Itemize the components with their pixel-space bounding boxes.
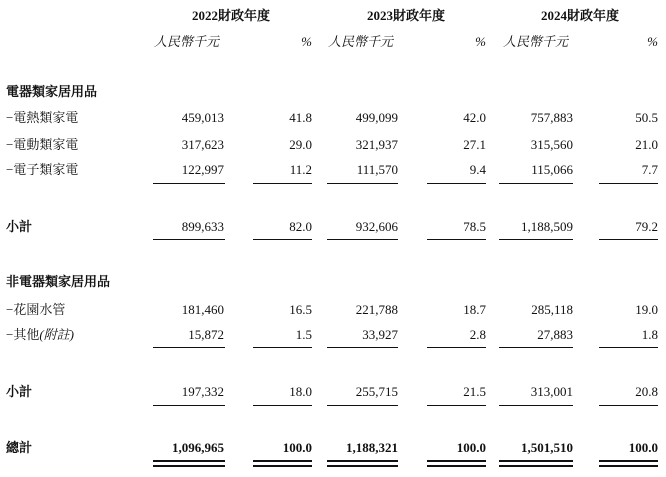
subtotal-value: 313,001 (530, 384, 573, 399)
value-cell: 27,883 (537, 327, 573, 342)
value-cell: 499,099 (355, 110, 398, 125)
rule (427, 239, 486, 240)
rule (427, 183, 486, 184)
subtotal-label-non-electrical: 小計 (6, 384, 33, 399)
total-value: 1,501,510 (521, 440, 573, 455)
rule (327, 183, 398, 184)
total-value: 1,188,321 (346, 440, 398, 455)
percent-label-2022: % (301, 34, 312, 49)
row-label-garden-hose: −花園水管 (6, 302, 66, 317)
double-rule (253, 460, 312, 467)
row-label-heating: −電熱類家電 (6, 110, 79, 125)
rule (499, 239, 573, 240)
subtotal-percent: 78.5 (463, 219, 486, 234)
rule (499, 183, 573, 184)
rule (253, 183, 312, 184)
subtotal-percent: 20.8 (635, 384, 658, 399)
percent-cell: 18.7 (463, 302, 486, 317)
percent-cell: 1.5 (295, 327, 312, 342)
rule (427, 405, 486, 406)
value-cell: 285,118 (531, 302, 573, 317)
currency-label-2024: 人民幣千元 (503, 34, 569, 49)
rule (327, 347, 398, 348)
total-value: 1,096,965 (172, 440, 224, 455)
percent-cell: 41.8 (289, 110, 312, 125)
rule (599, 183, 658, 184)
value-cell: 321,937 (355, 137, 398, 152)
double-rule (499, 460, 573, 467)
double-rule (427, 460, 486, 467)
percent-cell: 7.7 (641, 162, 658, 177)
rule (599, 239, 658, 240)
value-cell: 15,872 (188, 327, 224, 342)
value-cell: 115,066 (531, 162, 573, 177)
double-rule (327, 460, 398, 467)
row-label-others-note: (附註) (39, 327, 75, 342)
percent-label-2024: % (647, 34, 658, 49)
rule (327, 405, 398, 406)
subtotal-label-electrical: 小計 (6, 219, 33, 234)
row-label-motor: −電動類家電 (6, 137, 79, 152)
percent-cell: 11.2 (289, 162, 312, 177)
rule (327, 239, 398, 240)
value-cell: 757,883 (530, 110, 573, 125)
subtotal-percent: 21.5 (463, 384, 486, 399)
double-rule (599, 460, 658, 467)
year-header-2022: 2022財政年度 (191, 8, 270, 23)
row-label-electronic: −電子類家電 (6, 162, 79, 177)
row-label-others (6, 327, 74, 343)
percent-cell: 50.5 (635, 110, 658, 125)
rule (499, 405, 573, 406)
subtotal-value: 197,332 (181, 384, 224, 399)
row-label-others-main: −其他 (6, 327, 40, 342)
total-percent: 100.0 (456, 440, 486, 455)
subtotal-value: 255,715 (355, 384, 398, 399)
year-header-2024: 2024財政年度 (540, 8, 619, 23)
percent-cell: 16.5 (289, 302, 312, 317)
section-title-non-electrical: 非電器類家居用品 (6, 274, 111, 289)
rule (599, 347, 658, 348)
value-cell: 111,570 (356, 162, 398, 177)
percent-label-2023: % (475, 34, 486, 49)
percent-cell: 21.0 (635, 137, 658, 152)
total-percent: 100.0 (628, 440, 658, 455)
double-rule (153, 460, 225, 467)
percent-cell: 1.8 (641, 327, 658, 342)
subtotal-value: 1,188,509 (521, 219, 573, 234)
rule (153, 239, 225, 240)
total-label: 總計 (6, 440, 33, 455)
section-title-electrical: 電器類家居用品 (6, 84, 98, 99)
percent-cell: 19.0 (635, 302, 658, 317)
percent-cell: 42.0 (463, 110, 486, 125)
subtotal-value: 932,606 (355, 219, 398, 234)
subtotal-percent: 18.0 (289, 384, 312, 399)
percent-cell: 29.0 (289, 137, 312, 152)
percent-cell: 9.4 (469, 162, 486, 177)
rule (253, 347, 312, 348)
year-header-2023: 2023財政年度 (366, 8, 445, 23)
rule (499, 347, 573, 348)
subtotal-percent: 79.2 (635, 219, 658, 234)
value-cell: 181,460 (181, 302, 224, 317)
percent-cell: 2.8 (469, 327, 486, 342)
currency-label-2023: 人民幣千元 (328, 34, 394, 49)
value-cell: 221,788 (355, 302, 398, 317)
rule (253, 239, 312, 240)
value-cell: 33,927 (362, 327, 398, 342)
rule (153, 347, 225, 348)
value-cell: 122,997 (181, 162, 224, 177)
subtotal-percent: 82.0 (289, 219, 312, 234)
rule (253, 405, 312, 406)
rule (599, 405, 658, 406)
subtotal-value: 899,633 (181, 219, 224, 234)
value-cell: 315,560 (530, 137, 573, 152)
percent-cell: 27.1 (463, 137, 486, 152)
value-cell: 317,623 (181, 137, 224, 152)
currency-label-2022: 人民幣千元 (154, 34, 220, 49)
rule (153, 183, 225, 184)
rule (153, 405, 225, 406)
rule (427, 347, 486, 348)
value-cell: 459,013 (181, 110, 224, 125)
total-percent: 100.0 (282, 440, 312, 455)
